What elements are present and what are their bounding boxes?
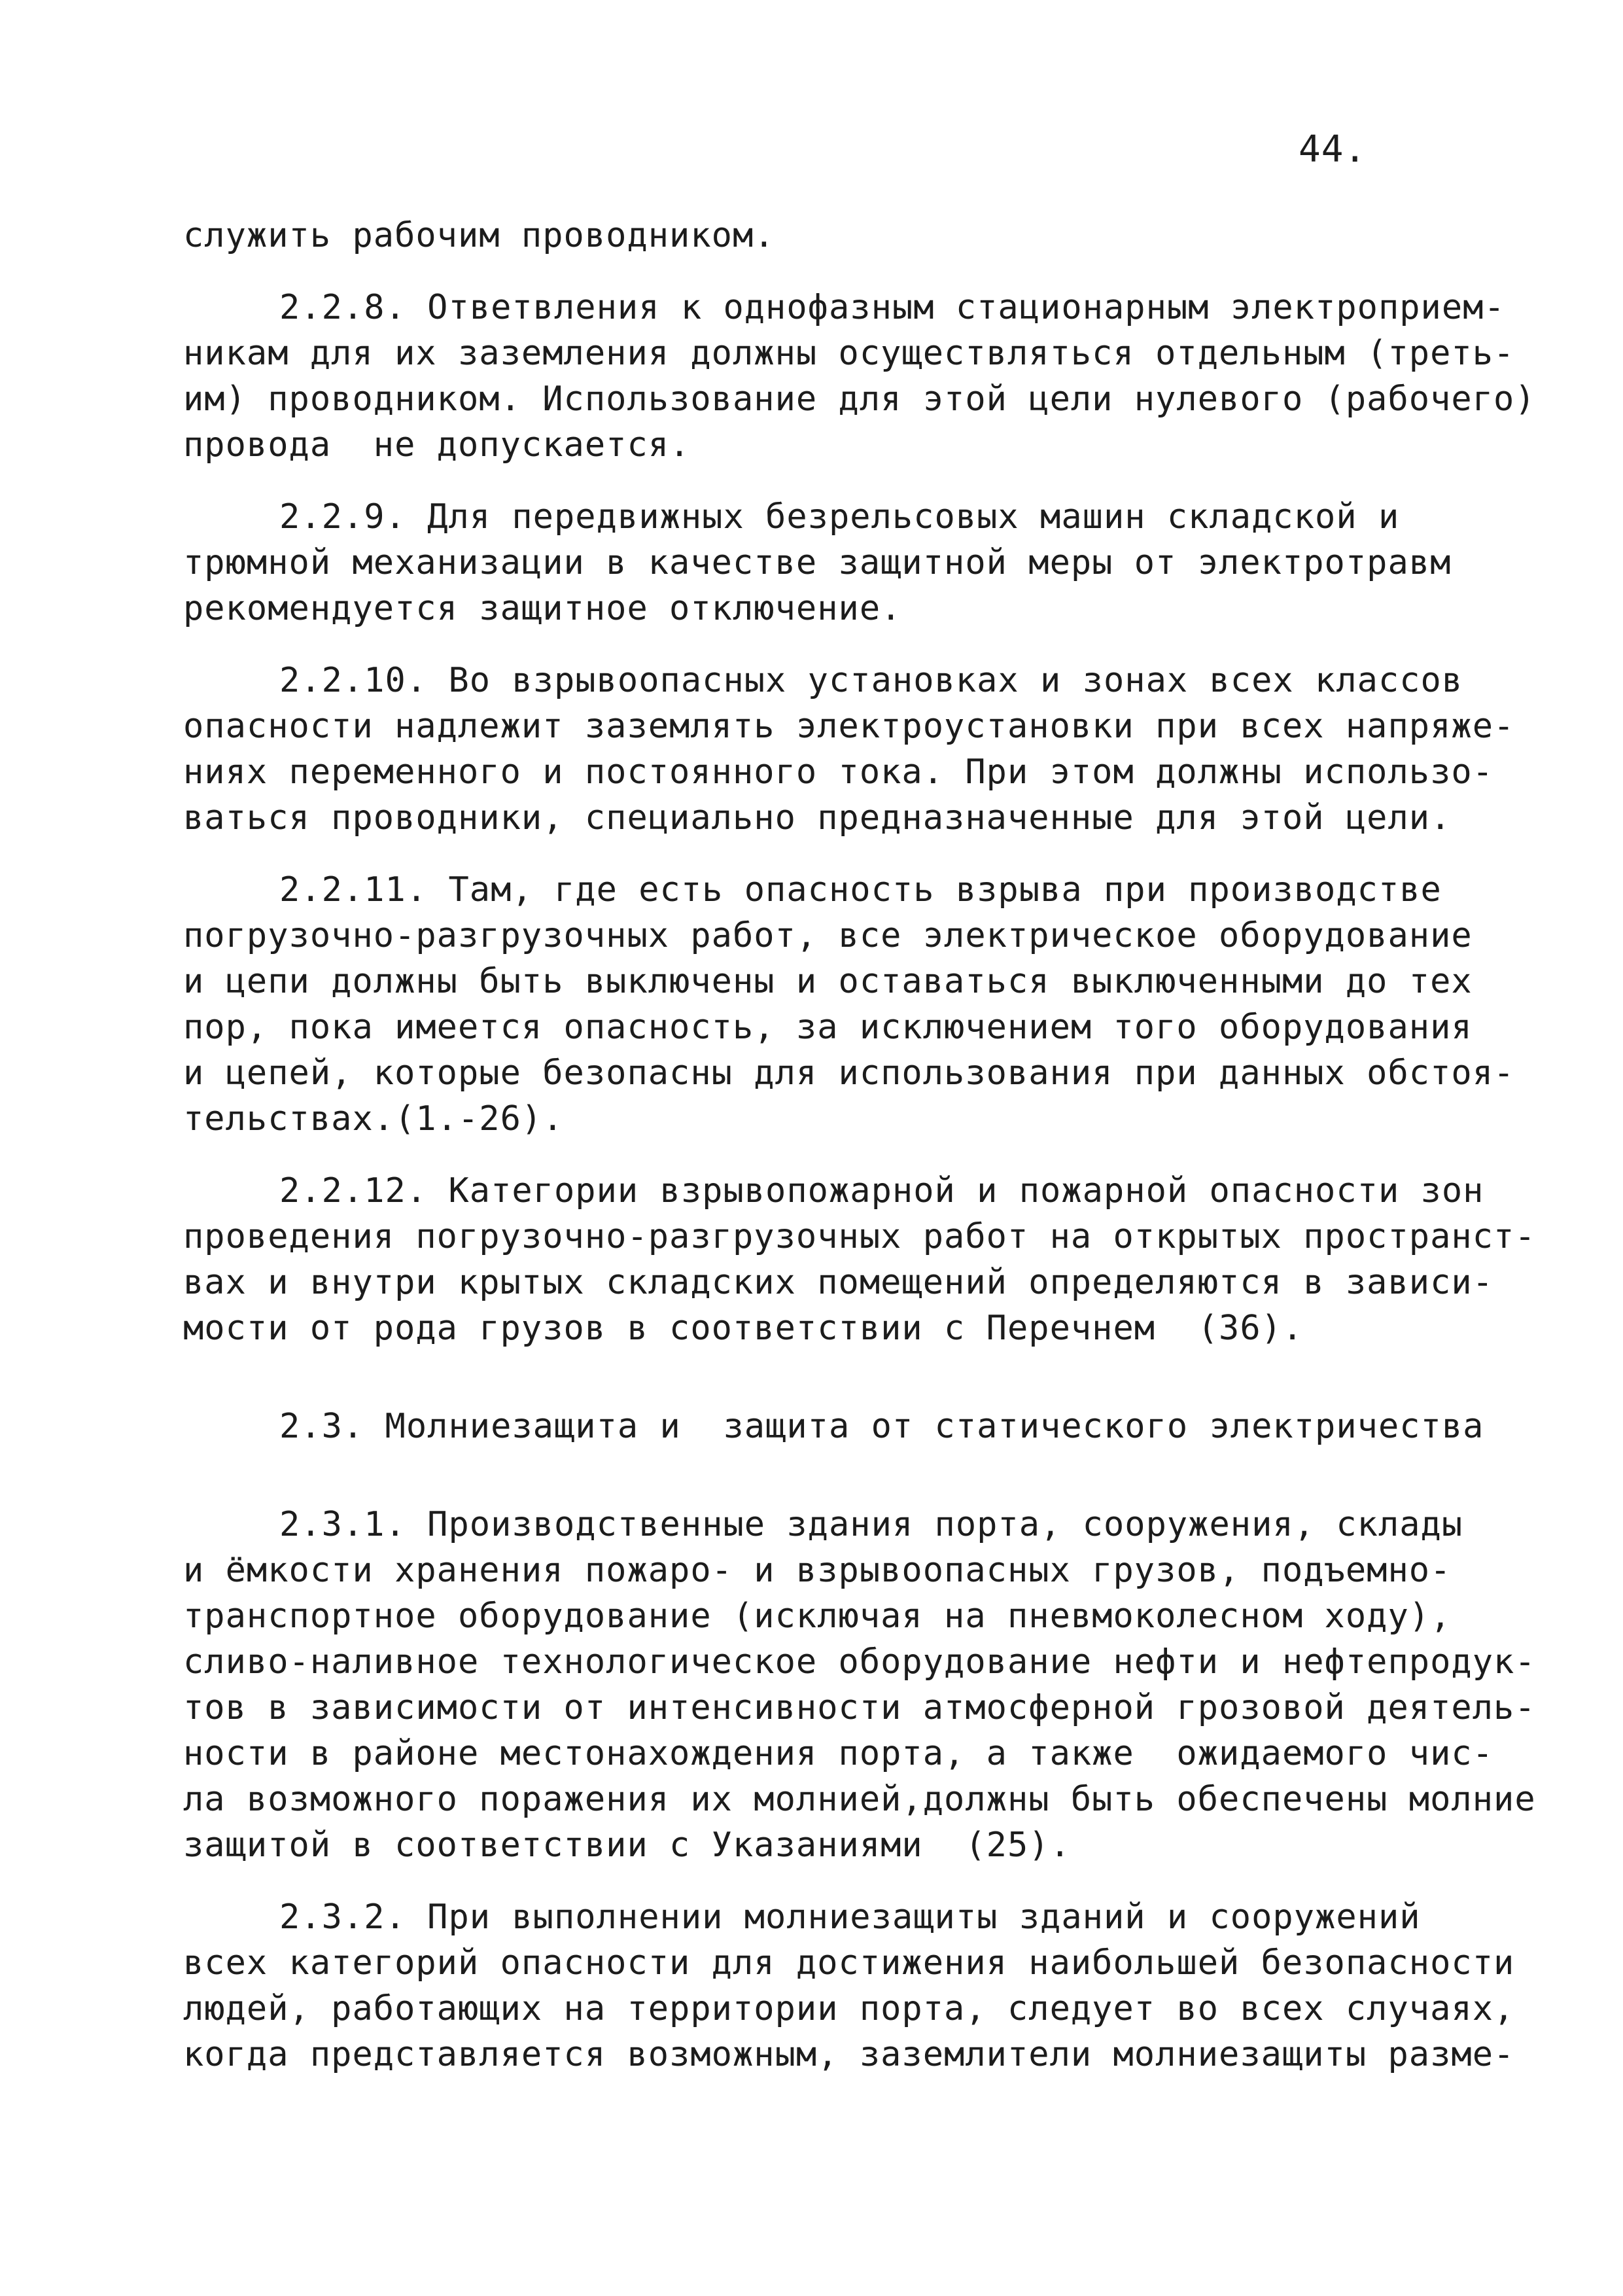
text-line: опасности надлежит заземлять электроустановки при всех напряже- bbox=[183, 707, 1515, 746]
paragraph-2-2-8-line: 2.2.8. Ответвления к однофазным стационарным электроприем- bbox=[279, 288, 1505, 327]
text-line: защитой в соответствии с Указаниями (25). bbox=[183, 1826, 1071, 1865]
paragraph-2-2-9-line: 2.2.9. Для передвижных безрельсовых машин складской и bbox=[279, 497, 1400, 537]
paragraph-2-2-10-line: 2.2.10. Во взрывоопасных установках и зонах всех классов bbox=[279, 661, 1463, 700]
section-heading: 2.3. Молниезащита и защита от статического электричества bbox=[279, 1407, 1484, 1446]
text-line: рекомендуется защитное отключение. bbox=[183, 589, 902, 628]
text-line: провода не допускается. bbox=[183, 425, 691, 465]
text-line: никам для их заземления должны осуществляться отдельным (треть- bbox=[183, 334, 1515, 373]
paragraph-2-3-1-line: 2.3.1. Производственные здания порта, сооружения, склады bbox=[279, 1505, 1463, 1544]
text-line: трюмной механизации в качестве защитной меры от электротравм bbox=[183, 543, 1452, 582]
text-line: вах и внутри крытых складских помещений определяются в зависи- bbox=[183, 1263, 1494, 1302]
text-line: проведения погрузочно-разгрузочных работ на открытых пространст- bbox=[183, 1217, 1536, 1256]
text-line: транспортное оборудование (исключая на пневмоколесном ходу), bbox=[183, 1597, 1452, 1636]
text-line: людей, работающих на территории порта, следует во всех случаях, bbox=[183, 1989, 1515, 2028]
paragraph-2-3-2-line: 2.3.2. При выполнении молниезащиты зданий и сооружений bbox=[279, 1898, 1421, 1937]
text-line: когда представляется возможным, заземлители молниезащиты разме- bbox=[183, 2035, 1515, 2074]
paragraph-2-2-11-line: 2.2.11. Там, где есть опасность взрыва при производстве bbox=[279, 870, 1442, 910]
text-line: им) проводником. Использование для этой цели нулевого (рабочего) bbox=[183, 380, 1536, 419]
text-line: и цепи должны быть выключены и оставаться выключенными до тех bbox=[183, 962, 1473, 1001]
text-line: погрузочно-разгрузочных работ, все электрическое оборудование bbox=[183, 916, 1473, 955]
text-line: мости от рода грузов в соответствии с Перечнем (36). bbox=[183, 1309, 1304, 1348]
text-line: ваться проводники, специально предназначенные для этой цели. bbox=[183, 798, 1452, 838]
text-line: и ёмкости хранения пожаро- и взрывоопасных грузов, подъемно- bbox=[183, 1551, 1452, 1590]
paragraph-2-2-12-line: 2.2.12. Категории взрывопожарной и пожарной опасности зон bbox=[279, 1171, 1484, 1210]
text-line: ниях переменного и постоянного тока. При этом должны использо- bbox=[183, 752, 1494, 792]
text-line: и цепей, которые безопасны для использования при данных обстоя- bbox=[183, 1053, 1515, 1093]
text-line: сливо-наливное технологическое оборудование нефти и нефтепродук- bbox=[183, 1642, 1536, 1682]
text-line: ла возможного поражения их молнией,должны быть обеспечены молние bbox=[183, 1780, 1536, 1819]
text-line: тельствах.(1.-26). bbox=[183, 1099, 564, 1139]
page-number: 44. bbox=[1299, 128, 1367, 171]
text-line: ности в районе местонахождения порта, а также ожидаемого чис- bbox=[183, 1734, 1494, 1773]
text-line: тов в зависимости от интенсивности атмосферной грозовой деятель- bbox=[183, 1688, 1536, 1727]
text-line: всех категорий опасности для достижения наибольшей безопасности bbox=[183, 1943, 1515, 1983]
text-line: служить рабочим проводником. bbox=[183, 216, 775, 255]
text-line: пор, пока имеется опасность, за исключением того оборудования bbox=[183, 1008, 1473, 1047]
